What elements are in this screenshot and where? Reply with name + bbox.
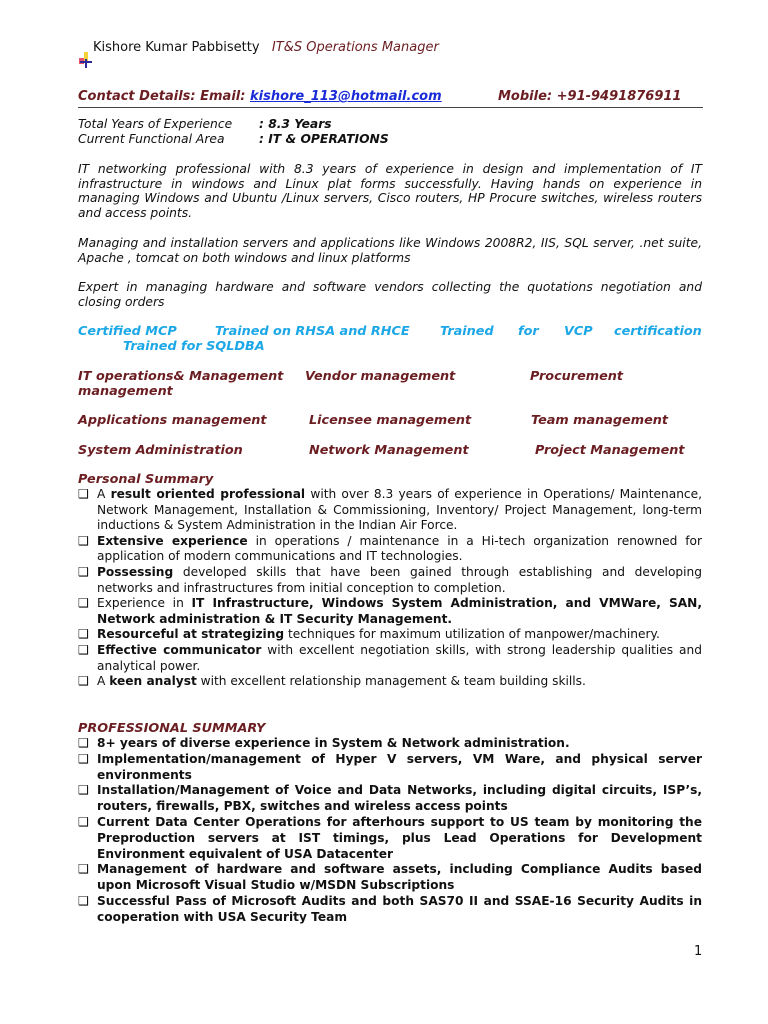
skill-item: Network Management bbox=[309, 443, 469, 458]
header-divider bbox=[78, 107, 703, 108]
cert-item: Certified MCP bbox=[78, 324, 177, 339]
skill-item: Team management bbox=[531, 413, 668, 428]
item-highlight: Resourceful at strategizing bbox=[97, 627, 285, 642]
intro-paragraph: Managing and installation servers and applications like Windows 2008R2, IIS, SQL server, .net suite, Apache , tomcat on both windows and linux platforms bbox=[78, 236, 702, 265]
checkbox-bullet-icon: ❑ bbox=[78, 862, 89, 877]
personal-summary-item bbox=[78, 596, 702, 627]
logo-icon bbox=[79, 52, 93, 68]
personal-summary-item bbox=[78, 643, 702, 674]
skill-item: Applications management bbox=[78, 413, 267, 428]
experience-value: : 8.3 Years bbox=[259, 117, 332, 131]
item-text: in operations / maintenance in a Hi-tech organization renowned for application of modern communications and IT technologies. bbox=[97, 533, 703, 564]
skill-item: System Administration bbox=[78, 443, 243, 458]
experience-label: Total Years of Experience bbox=[78, 117, 233, 131]
item-text: with excellent relationship management & team building skills. bbox=[196, 674, 586, 689]
item-text: Installation/Management of Voice and Data Networks, including digital circuits, ISP’s, routers, firewalls, PBX, switches and wireless access points bbox=[97, 783, 702, 814]
item-highlight: Extensive experience bbox=[97, 533, 248, 548]
professional-summary-item bbox=[78, 894, 702, 926]
item-text: Management of hardware and software assets, including Compliance Audits based upon Microsoft Visual Studio w/MSDN Subscriptions bbox=[97, 862, 702, 893]
email-link[interactable]: kishore_113@hotmail.com bbox=[249, 89, 442, 104]
cert-item: VCP bbox=[564, 324, 593, 339]
skill-item: Procurement bbox=[530, 369, 624, 384]
checkbox-bullet-icon: ❑ bbox=[78, 564, 89, 579]
personal-summary-list bbox=[78, 487, 702, 690]
cert-item: Trained bbox=[440, 324, 494, 339]
item-highlight: Possessing bbox=[97, 564, 174, 579]
cert-item: certification bbox=[614, 324, 702, 339]
checkbox-bullet-icon: ❑ bbox=[78, 814, 89, 829]
personal-summary-item bbox=[78, 565, 702, 596]
skill-item: IT operations& Management bbox=[78, 369, 284, 384]
item-text: Experience in bbox=[97, 596, 192, 611]
checkbox-bullet-icon: ❑ bbox=[78, 533, 89, 548]
item-highlight: IT Infrastructure, Windows System Administration, and VMWare, SAN, Network administration & IT Security Management. bbox=[97, 596, 703, 626]
checkbox-bullet-icon: ❑ bbox=[78, 596, 89, 611]
item-highlight: result oriented professional bbox=[110, 487, 306, 501]
personal-summary-item bbox=[78, 487, 702, 534]
personal-summary-heading: Personal Summary bbox=[78, 472, 214, 487]
item-highlight: keen analyst bbox=[109, 674, 197, 689]
cert-item: Trained on RHSA and RHCE bbox=[215, 324, 410, 339]
item-text: developed skills that have been gained through establishing and developing networks and infrastructures from initial conception to completion. bbox=[97, 564, 702, 595]
contact-label: Contact Details: Email: bbox=[78, 89, 246, 104]
personal-summary-item bbox=[78, 674, 702, 690]
skill-item: Licensee management bbox=[309, 413, 472, 428]
item-text: Successful Pass of Microsoft Audits and both SAS70 II and SSAE-16 Security Audits in cooperation with USA Security Team bbox=[97, 893, 702, 924]
checkbox-bullet-icon: ❑ bbox=[78, 736, 89, 750]
cert-item: for bbox=[518, 324, 539, 339]
intro-paragraph: Expert in managing hardware and software vendors collecting the quotations negotiation and closing orders bbox=[78, 280, 702, 309]
checkbox-bullet-icon: ❑ bbox=[78, 751, 89, 766]
checkbox-bullet-icon: ❑ bbox=[78, 783, 89, 798]
item-text: Implementation/management of Hyper V servers, VM Ware, and physical server environments bbox=[97, 751, 702, 782]
item-text: Current Data Center Operations for afterhours support to US team by monitoring the Preproduction servers at IST timings, plus Lead Operations for Development Environment equivalent of USA Datacenter bbox=[97, 814, 702, 861]
skill-item: management bbox=[78, 384, 173, 399]
checkbox-bullet-icon: ❑ bbox=[78, 627, 89, 642]
professional-summary-item bbox=[78, 783, 702, 815]
professional-summary-item bbox=[78, 752, 702, 784]
personal-summary-item bbox=[78, 534, 702, 565]
job-title: IT&S Operations Manager bbox=[271, 40, 439, 55]
professional-summary-heading: PROFESSIONAL SUMMARY bbox=[78, 721, 266, 736]
checkbox-bullet-icon: ❑ bbox=[78, 642, 89, 657]
functional-area-label: Current Functional Area bbox=[78, 131, 225, 146]
item-text: A bbox=[97, 674, 110, 689]
item-highlight: Effective communicator bbox=[97, 642, 262, 657]
item-text: techniques for maximum utilization of manpower/machinery. bbox=[284, 627, 660, 642]
cert-item: Trained for SQLDBA bbox=[123, 339, 265, 354]
item-text: 8+ years of diverse experience in System & Network administration. bbox=[97, 736, 570, 750]
professional-summary-list bbox=[78, 736, 702, 926]
intro-paragraph: IT networking professional with 8.3 years of experience in design and implementation of IT infrastructure in windows and Linux plat forms successfully. Having hands on experience in managing Windows and Ubuntu /Linux servers, Cisco routers, HP Procure switches, wireless routers and access points. bbox=[78, 162, 702, 220]
checkbox-bullet-icon: ❑ bbox=[78, 487, 89, 501]
professional-summary-item bbox=[78, 736, 702, 752]
item-text: A bbox=[97, 487, 111, 501]
candidate-name: Kishore Kumar Pabbisetty bbox=[93, 40, 260, 55]
page-number: 1 bbox=[694, 944, 703, 959]
item-text: with over 8.3 years of experience in Operations/ Maintenance, Network Management, Installation & Commissioning, Inventory/ Project Management, long-term inductions & System Administration in the Indian Air Force. bbox=[97, 487, 702, 533]
checkbox-bullet-icon: ❑ bbox=[78, 893, 89, 908]
item-text: with excellent negotiation skills, with strong leadership qualities and analytical power. bbox=[97, 642, 702, 673]
professional-summary-item bbox=[78, 862, 702, 894]
mobile-number: Mobile: +91-9491876911 bbox=[498, 89, 682, 104]
personal-summary-item bbox=[78, 627, 702, 643]
checkbox-bullet-icon: ❑ bbox=[78, 674, 89, 689]
functional-area-value: : IT & OPERATIONS bbox=[259, 131, 389, 146]
skill-item: Project Management bbox=[535, 443, 685, 458]
professional-summary-item bbox=[78, 815, 702, 862]
skill-item: Vendor management bbox=[305, 369, 456, 384]
